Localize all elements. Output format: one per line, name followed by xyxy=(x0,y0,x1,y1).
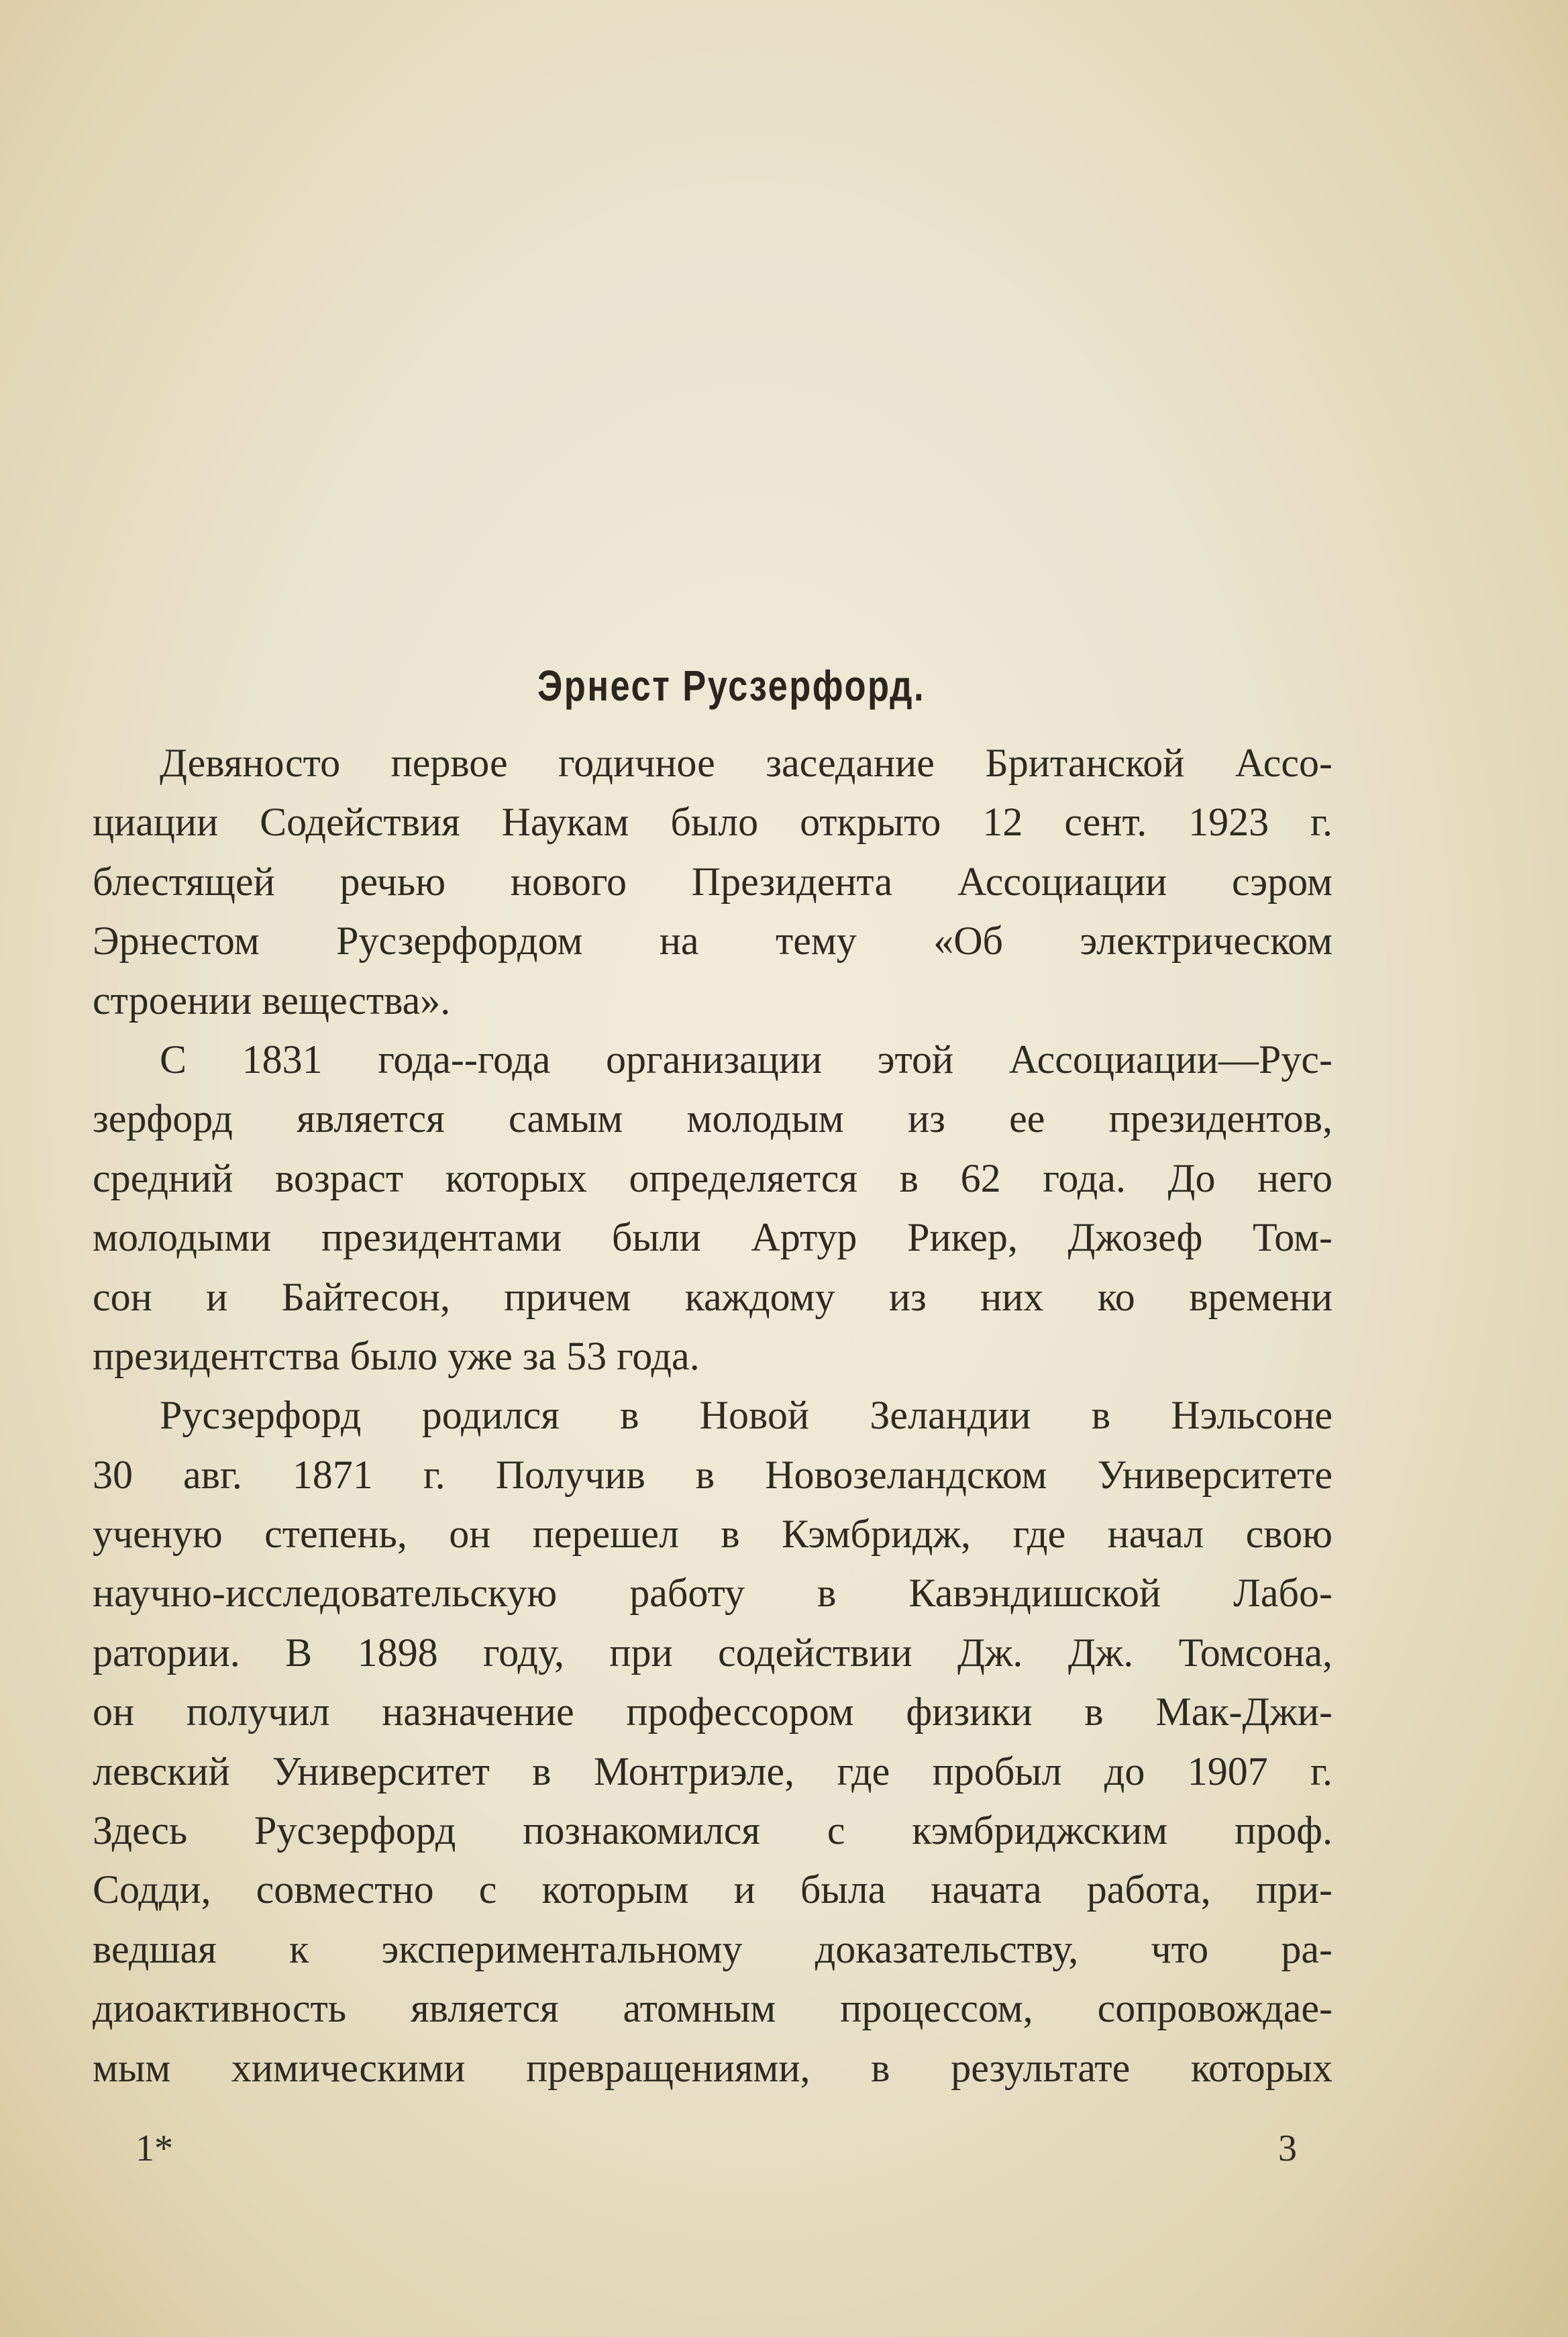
text-line: зерфорд является самым молодым из ее президентов, xyxy=(93,1096,1332,1141)
text-line: президентства было уже за 53 года. xyxy=(93,1333,700,1378)
text-line: 30 авг. 1871 г. Получив в Новозеландском Университете xyxy=(93,1452,1332,1497)
chapter-title: Эрнест Русзерфорд. xyxy=(537,662,925,710)
page-number: 3 xyxy=(1278,2128,1297,2169)
text-line: ученую степень, он перешел в Кэмбридж, где начал свою xyxy=(93,1512,1332,1557)
text-line: Девяносто первое годичное заседание Британской Ассо- xyxy=(160,741,1332,785)
signature-mark: 1* xyxy=(136,2128,173,2169)
text-line: научно-исследовательскую работу в Кавэндишской Лабо- xyxy=(93,1571,1332,1616)
text-line: Эрнестом Русзерфордом на тему «Об электрическом xyxy=(93,919,1332,964)
text-line: ведшая к экспериментальному доказательству, что ра- xyxy=(93,1926,1332,1971)
text-line: мым химическими превращениями, в результате которых xyxy=(93,2045,1332,2090)
text-line: Содди, совместно с которым и была начата работа, при- xyxy=(93,1867,1332,1912)
text-line: он получил назначение профессором физики в Мак-Джи- xyxy=(93,1690,1332,1734)
text-line: диоактивность является атомным процессом, сопровождае- xyxy=(93,1986,1332,2031)
text-line: средний возраст которых определяется в 62 года. До него xyxy=(93,1155,1332,1200)
text-line: циации Содействия Наукам было открыто 12 сент. 1923 г. xyxy=(93,800,1332,845)
text-line: Русзерфорд родился в Новой Зеландии в Нэльсоне xyxy=(160,1393,1332,1438)
text-line: молодыми президентами были Артур Рикер, Джозеф Том- xyxy=(93,1215,1332,1260)
text-line: ратории. В 1898 году, при содействии Дж. Дж. Томсона, xyxy=(93,1630,1332,1675)
body-text xyxy=(93,733,1332,2097)
text-line: Здесь Русзерфорд познакомился с кэмбриджским проф. xyxy=(93,1808,1332,1853)
text-line: строении вещества». xyxy=(93,978,451,1023)
text-line: сон и Байтесон, причем каждому из них ко времени xyxy=(93,1274,1332,1319)
text-line: левский Университет в Монтриэле, где пробыл до 1907 г. xyxy=(93,1749,1332,1794)
text-line: блестящей речью нового Президента Ассоциации сэром xyxy=(93,859,1332,904)
text-line: С 1831 года--года организации этой Ассоциации—Рус- xyxy=(160,1037,1332,1082)
